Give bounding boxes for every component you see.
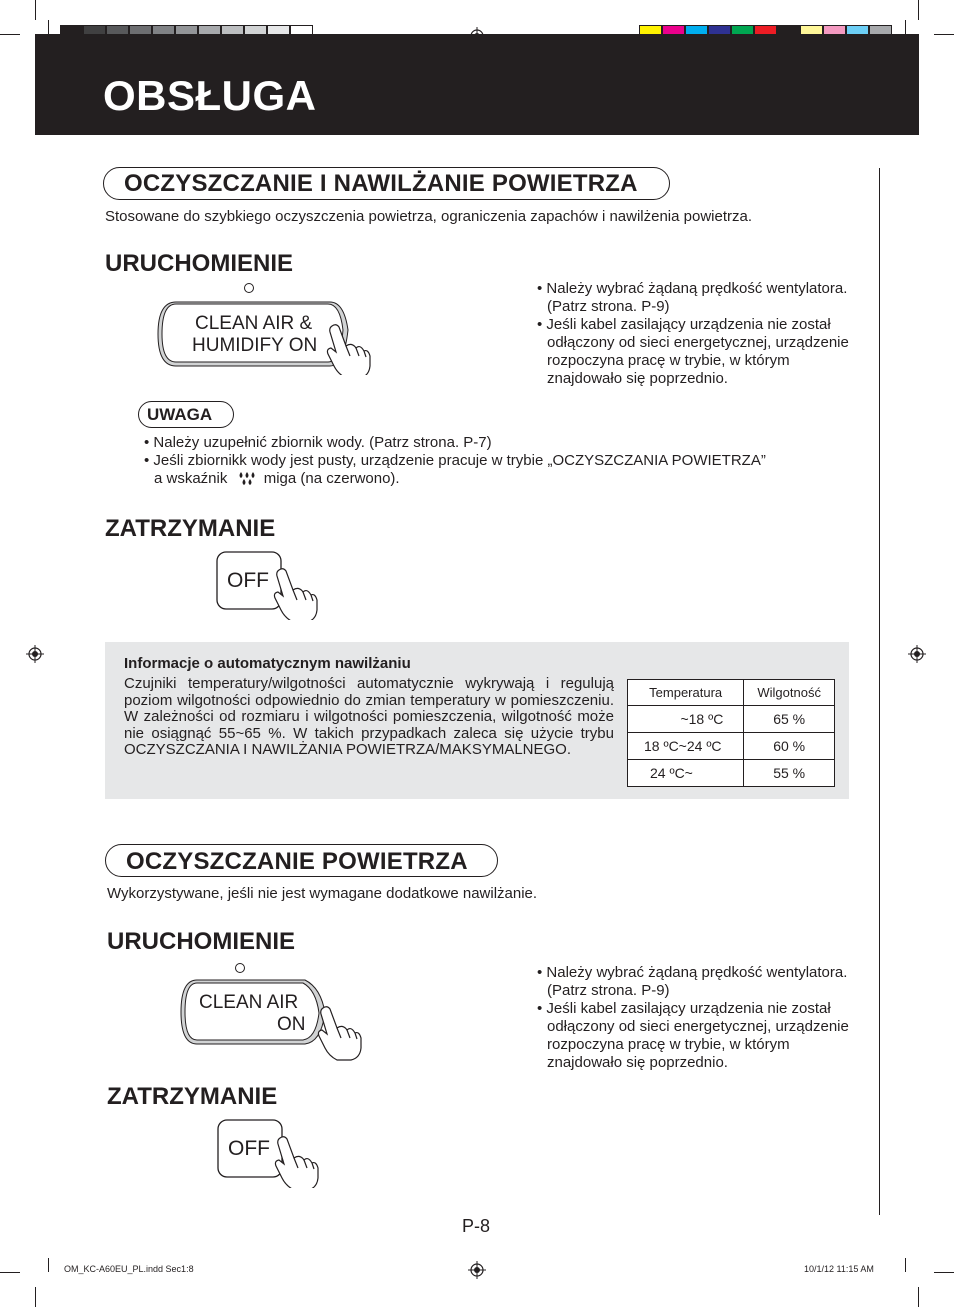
table-header: Wilgotność	[744, 680, 835, 706]
info-body: Czujniki temperatury/wilgotności automatycznie wykrywają i regulują poziom wilgotności odpowiednio do zmian temperatury w pomieszczeniu. W zależności od rozmiaru i wilgotności pomieszczenia, wilgotność może nie osiągnąć 55~65 %. W takich przypadkach zaleca się użycie trybu OCZYSZCZANIA I NAWILŻANIA POWIETRZA/MAKSYMALNEGO.	[124, 675, 614, 758]
crop-mark	[918, 0, 919, 20]
svg-text:ON: ON	[277, 1014, 306, 1035]
crop-mark	[934, 1272, 954, 1273]
note-label: UWAGA	[147, 405, 213, 424]
crop-mark	[905, 20, 906, 34]
list-item: • Należy uzupełnić zbiornik wody. (Patrz strona. P-7)	[144, 434, 492, 451]
svg-text:HUMIDIFY ON: HUMIDIFY ON	[192, 335, 318, 356]
clean-air-humidify-button	[150, 280, 375, 375]
note-bullets	[144, 434, 864, 488]
start-bullets	[537, 280, 852, 388]
registration-mark-icon	[908, 645, 926, 663]
crop-mark	[0, 1272, 20, 1273]
table-cell: 60 %	[744, 733, 835, 760]
svg-text:CLEAN AIR: CLEAN AIR	[199, 992, 299, 1013]
stop-heading: ZATRZYMANIE	[107, 1083, 278, 1110]
page-title: OBSŁUGA	[103, 72, 317, 119]
crop-mark	[35, 1287, 36, 1307]
pointing-hand-icon	[274, 569, 317, 620]
table-cell: 65 %	[744, 706, 835, 733]
crop-mark	[48, 1258, 49, 1272]
off-button	[215, 550, 330, 620]
crop-mark	[35, 0, 36, 20]
section-heading: OCZYSZCZANIE POWIETRZA	[126, 848, 468, 875]
info-title: Informacje o automatycznym nawilżaniu	[124, 655, 411, 672]
table-cell: ~18 ºC	[628, 706, 744, 733]
table-header: Temperatura	[628, 680, 744, 706]
indicator-lamp-icon	[245, 284, 254, 293]
crop-mark	[0, 34, 20, 35]
pointing-hand-icon	[327, 325, 370, 375]
table-row	[628, 733, 835, 760]
list-item: • Należy wybrać żądaną prędkość wentylatora. (Patrz strona. P-9)	[537, 280, 852, 316]
registration-mark-icon	[26, 645, 44, 663]
margin-rule	[879, 168, 880, 1215]
crop-mark	[905, 1258, 906, 1272]
start-heading: URUCHOMIENIE	[105, 250, 294, 277]
svg-text:CLEAN AIR &: CLEAN AIR &	[195, 313, 313, 334]
list-item: a wskaźnik miga (na czerwono).	[154, 470, 400, 487]
start-heading: URUCHOMIENIE	[107, 928, 296, 955]
list-item: • Należy wybrać żądaną prędkość wentylatora. (Patrz strona. P-9)	[537, 964, 852, 1000]
registration-mark-icon	[468, 1261, 486, 1279]
pointing-hand-icon	[275, 1137, 318, 1188]
list-item: • Jeśli kabel zasilający urządzenia nie został odłączony od sieci energetycznej, urządzenie rozpoczyna pracę w trybie, w którym znajdowało się poprzednio.	[537, 316, 852, 388]
page-number: P-8	[462, 1216, 491, 1236]
table-row	[628, 706, 835, 733]
pointing-hand-icon	[318, 1007, 361, 1060]
start-bullets	[537, 964, 852, 1072]
table-cell: 18 ºC~24 ºC	[628, 733, 744, 760]
section-heading: OCZYSZCZANIE I NAWILŻANIE POWIETRZA	[124, 170, 638, 197]
crop-mark	[934, 34, 954, 35]
table-header-row	[628, 680, 835, 706]
table-cell: 24 ºC~	[628, 760, 744, 787]
water-drops-icon	[238, 471, 256, 485]
svg-text:OFF: OFF	[227, 569, 269, 592]
clean-air-button	[175, 958, 370, 1063]
table-cell: 55 %	[744, 760, 835, 787]
section-intro: Wykorzystywane, jeśli nie jest wymagane dodatkowe nawilżanie.	[107, 885, 538, 902]
section-intro: Stosowane do szybkiego oczyszczenia powietrza, ograniczenia zapachów i nawilżenia powietrza.	[105, 208, 753, 225]
crop-mark	[48, 20, 49, 34]
file-slug: OM_KC-A60EU_PL.indd Sec1:8	[64, 1264, 194, 1274]
stop-heading: ZATRZYMANIE	[105, 515, 276, 542]
list-item: • Jeśli zbiornikk wody jest pusty, urządzenie pracuje w trybie „OCZYSZCZANIA POWIETRZA”	[144, 452, 766, 469]
table-row	[628, 760, 835, 787]
svg-text:OFF: OFF	[228, 1137, 270, 1160]
off-button	[216, 1118, 331, 1188]
date-slug: 10/1/12 11:15 AM	[804, 1264, 874, 1274]
crop-mark	[918, 1287, 919, 1307]
humidity-table	[627, 679, 835, 787]
indicator-lamp-icon	[236, 964, 245, 973]
list-item: • Jeśli kabel zasilający urządzenia nie został odłączony od sieci energetycznej, urządzenie rozpoczyna pracę w trybie, w którym znajdowało się poprzednio.	[537, 1000, 852, 1072]
